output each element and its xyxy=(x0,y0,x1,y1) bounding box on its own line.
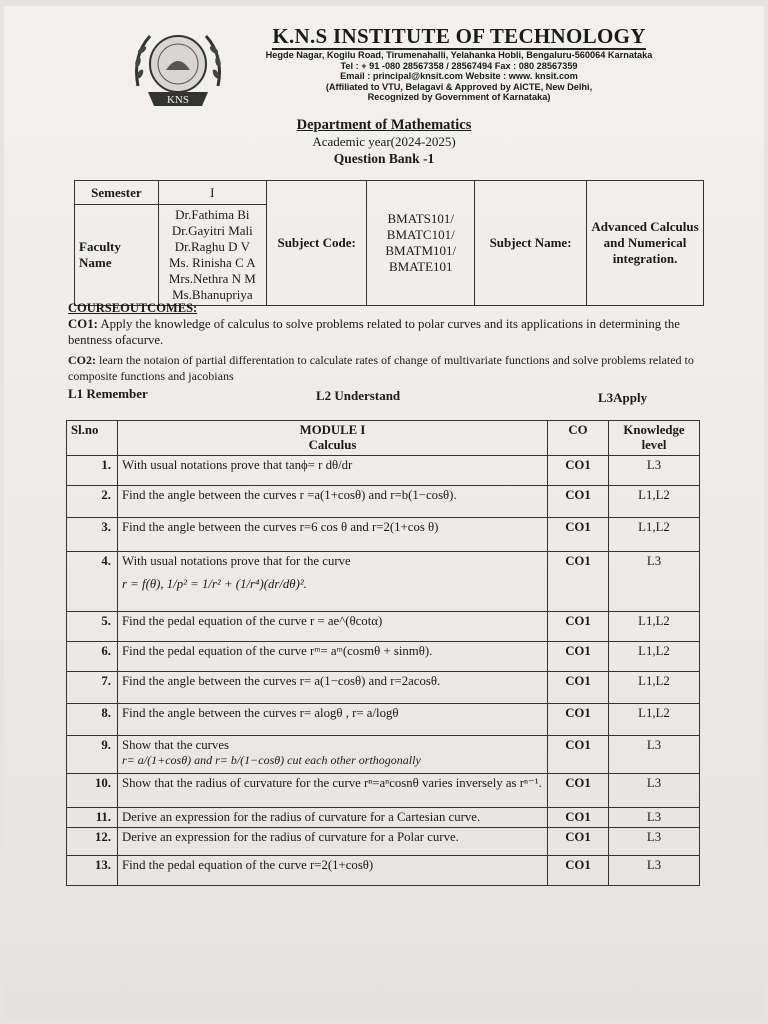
institute-affiliation: (Affiliated to VTU, Belagavi & Approved by AICTE, New Delhi, xyxy=(325,81,593,92)
table-row xyxy=(67,612,700,642)
row-sl: 6. xyxy=(67,642,118,672)
row-level: L3 xyxy=(609,808,700,828)
semester-value: I xyxy=(158,181,266,205)
table-row xyxy=(67,774,700,808)
subject-code-2: BMATC101/ xyxy=(386,227,455,242)
row-question-text: Show that the curves xyxy=(122,738,229,752)
institute-recognition: Recognized by Government of Karnataka) xyxy=(367,92,551,102)
row-sl: 9. xyxy=(67,736,118,774)
institute-logo xyxy=(128,26,228,110)
table-row xyxy=(67,456,700,486)
co1-statement xyxy=(68,316,718,348)
subject-name: Advanced Calculus and Numerical integration. xyxy=(587,181,704,306)
table-row xyxy=(67,552,700,612)
co1-text: Apply the knowledge of calculus to solve problems related to polar curves and its applications in determining the bentness ofacurve. xyxy=(68,317,680,347)
row-sl: 5. xyxy=(67,612,118,642)
row-level: L3 xyxy=(609,774,700,808)
subject-code-label: Subject Code: xyxy=(266,181,367,306)
table-row xyxy=(67,518,700,552)
row-sl: 4. xyxy=(67,552,118,612)
header-slno: Sl.no xyxy=(67,421,118,456)
table-row xyxy=(67,856,700,886)
row-level: L1,L2 xyxy=(609,612,700,642)
faculty-3: Dr.Raghu D V xyxy=(174,239,250,254)
row-level: L3 xyxy=(609,736,700,774)
row-co: CO1 xyxy=(548,774,609,808)
row-level: L1,L2 xyxy=(609,486,700,518)
institute-name: K.N.S INSTITUTE OF TECHNOLOGY xyxy=(272,24,646,48)
subject-name-label: Subject Name: xyxy=(475,181,587,306)
row-level: L3 xyxy=(609,552,700,612)
faculty-label: Faculty Name xyxy=(75,205,159,306)
course-outcomes-heading: COURSEOUTCOMES: xyxy=(68,301,198,315)
row-formula: r= a/(1+cosθ) and r= b/(1−cosθ) cut each other orthogonally xyxy=(122,753,421,767)
row-level: L3 xyxy=(609,456,700,486)
row-question xyxy=(118,552,548,612)
institute-address: Hegde Nagar, Kogilu Road, Tirumenahalli, Yelahanka Hobli, Bengaluru-560064 Karnataka xyxy=(265,50,653,60)
row-question-text: With usual notations prove that for the curve xyxy=(122,554,351,568)
institute-info xyxy=(234,24,684,103)
row-question: With usual notations prove that tanϕ= r dθ/dr xyxy=(118,456,548,486)
faculty-1: Dr.Fathima Bi xyxy=(175,207,250,222)
subject-codes xyxy=(367,181,475,306)
subject-code-4: BMATE101 xyxy=(388,259,453,274)
row-question xyxy=(118,736,548,774)
table-row xyxy=(67,828,700,856)
module-title: MODULE I xyxy=(299,423,366,437)
co2-text: learn the notaion of partial differentation to calculate rates of change of multivariate functions and solve problems related to composite functions and jacobians xyxy=(68,353,694,383)
row-co: CO1 xyxy=(548,456,609,486)
row-co: CO1 xyxy=(548,808,609,828)
row-question: Find the angle between the curves r=6 cos θ and r=2(1+cos θ) xyxy=(118,518,548,552)
table-row xyxy=(67,736,700,774)
department-heading xyxy=(0,116,768,167)
row-question: Find the pedal equation of the curve rᵐ= aᵐ(cosmθ + sinmθ). xyxy=(118,642,548,672)
row-sl: 1. xyxy=(67,456,118,486)
header-module xyxy=(118,421,548,456)
co2-label: CO2: xyxy=(68,353,96,367)
row-level: L3 xyxy=(609,828,700,856)
question-table xyxy=(66,420,700,886)
row-sl: 10. xyxy=(67,774,118,808)
letterhead xyxy=(124,24,684,116)
co2-statement xyxy=(68,352,718,384)
row-level: L1,L2 xyxy=(609,704,700,736)
header-co: CO xyxy=(548,421,609,456)
faculty-2: Dr.Gayitri Mali xyxy=(171,223,253,238)
row-sl: 13. xyxy=(67,856,118,886)
row-co: CO1 xyxy=(548,828,609,856)
academic-year: Academic year(2024-2025) xyxy=(312,134,456,149)
table-row xyxy=(67,486,700,518)
module-topic: Calculus xyxy=(308,438,357,452)
svg-text:KNS: KNS xyxy=(166,94,190,106)
faculty-4: Ms. Rinisha C A xyxy=(168,255,256,270)
table-row xyxy=(67,704,700,736)
row-question: Derive an expression for the radius of curvature for a Polar curve. xyxy=(118,828,548,856)
table-row xyxy=(67,672,700,704)
row-sl: 8. xyxy=(67,704,118,736)
row-co: CO1 xyxy=(548,486,609,518)
level-l1: L1 Remember xyxy=(68,386,148,401)
row-sl: 7. xyxy=(67,672,118,704)
table-row xyxy=(67,808,700,828)
faculty-6: Ms.Bhanupriya xyxy=(172,287,253,302)
row-co: CO1 xyxy=(548,552,609,612)
co1-label: CO1: xyxy=(68,317,98,331)
row-co: CO1 xyxy=(548,856,609,886)
row-question: Show that the radius of curvature for the curve rⁿ=aⁿcosnθ varies inversely as rⁿ⁻¹. xyxy=(118,774,548,808)
row-sl: 2. xyxy=(67,486,118,518)
row-formula: r = f(θ), 1/p² = 1/r² + (1/r⁴)(dr/dθ)². xyxy=(122,577,307,591)
faculty-list xyxy=(158,205,266,306)
header-knowledge: Knowledge level xyxy=(609,421,700,456)
subject-code-1: BMATS101/ xyxy=(387,211,454,226)
row-level: L1,L2 xyxy=(609,672,700,704)
row-level: L1,L2 xyxy=(609,642,700,672)
semester-label: Semester xyxy=(75,181,159,205)
row-question: Find the angle between the curves r =a(1+cosθ) and r=b(1−cosθ). xyxy=(118,486,548,518)
institute-contact: Email : principal@knsit.com Website : www. knsit.com xyxy=(340,71,578,81)
row-co: CO1 xyxy=(548,736,609,774)
row-level: L3 xyxy=(609,856,700,886)
institute-phone: Tel : + 91 -080 28567358 / 28567494 Fax : 080 28567359 xyxy=(340,60,578,71)
row-co: CO1 xyxy=(548,518,609,552)
row-question: Find the angle between the curves r= a(1−cosθ) and r=2acosθ. xyxy=(118,672,548,704)
level-l2: L2 Understand xyxy=(316,388,401,403)
row-co: CO1 xyxy=(548,672,609,704)
row-sl: 12. xyxy=(67,828,118,856)
row-question: Find the pedal equation of the curve r = ae^(θcotα) xyxy=(118,612,548,642)
course-outcomes xyxy=(68,300,718,384)
row-question: Derive an expression for the radius of curvature for a Cartesian curve. xyxy=(118,808,548,828)
row-question: Find the pedal equation of the curve r=2(1+cosθ) xyxy=(118,856,548,886)
department-title: Department of Mathematics xyxy=(296,117,472,133)
row-co: CO1 xyxy=(548,612,609,642)
course-info-table xyxy=(74,180,704,306)
faculty-5: Mrs.Nethra N M xyxy=(168,271,256,286)
row-level: L1,L2 xyxy=(609,518,700,552)
row-co: CO1 xyxy=(548,642,609,672)
row-sl: 11. xyxy=(67,808,118,828)
table-row xyxy=(67,642,700,672)
level-l3: L3Apply xyxy=(598,390,648,405)
document-title: Question Bank -1 xyxy=(333,151,435,166)
row-sl: 3. xyxy=(67,518,118,552)
subject-code-3: BMATM101/ xyxy=(385,243,457,258)
row-co: CO1 xyxy=(548,704,609,736)
row-question: Find the angle between the curves r= alogθ , r= a/logθ xyxy=(118,704,548,736)
